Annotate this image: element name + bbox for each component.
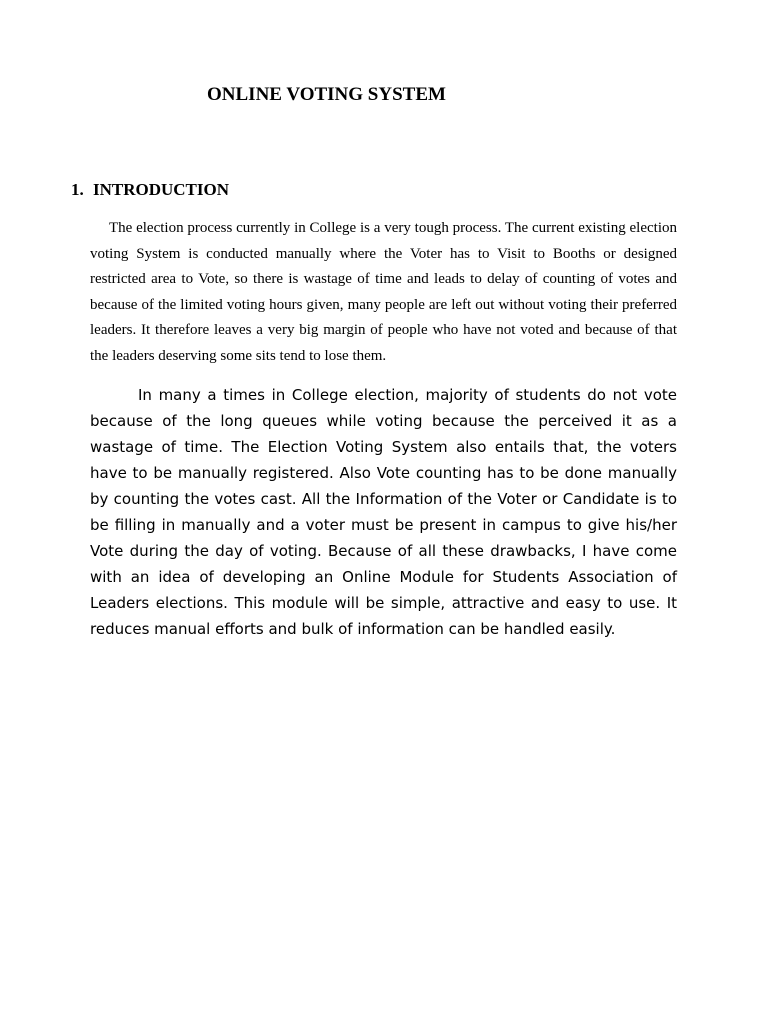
introduction-paragraph-1: The election process currently in College is a very tough process. The current existing election voting System is conducted manually where the Voter has to Visit to Booths or designed restricted area to Vote, so there is wastage of time and leads to delay of counting of votes and because of the limited voting hours given, many people are left out without voting their preferred leaders. It therefore leaves a very big margin of people who have not voted and because of that the leaders deserving some sits tend to lose them.: [90, 220, 677, 364]
section-heading: [71, 179, 229, 201]
document-title: ONLINE VOTING SYSTEM: [207, 84, 446, 105]
section-number: 1.: [71, 180, 84, 199]
section-heading-text: INTRODUCTION: [93, 180, 230, 199]
introduction-paragraph-2: In many a times in College election, majority of students do not vote because of the long queues while voting because the perceived it as a wastage of time. The Election Voting System also entails that, the voters have to be manually registered. Also Vote counting has to be done manually by counting the votes cast. All the Information of the Voter or Candidate is to be filling in manually and a voter must be present in campus to give his/her Vote during the day of voting. Because of all these drawbacks, I have come with an idea of developing an Online Module for Students Association of Leaders elections. This module will be simple, attractive and easy to use. It reduces manual efforts and bulk of information can be handled easily.: [90, 386, 677, 638]
